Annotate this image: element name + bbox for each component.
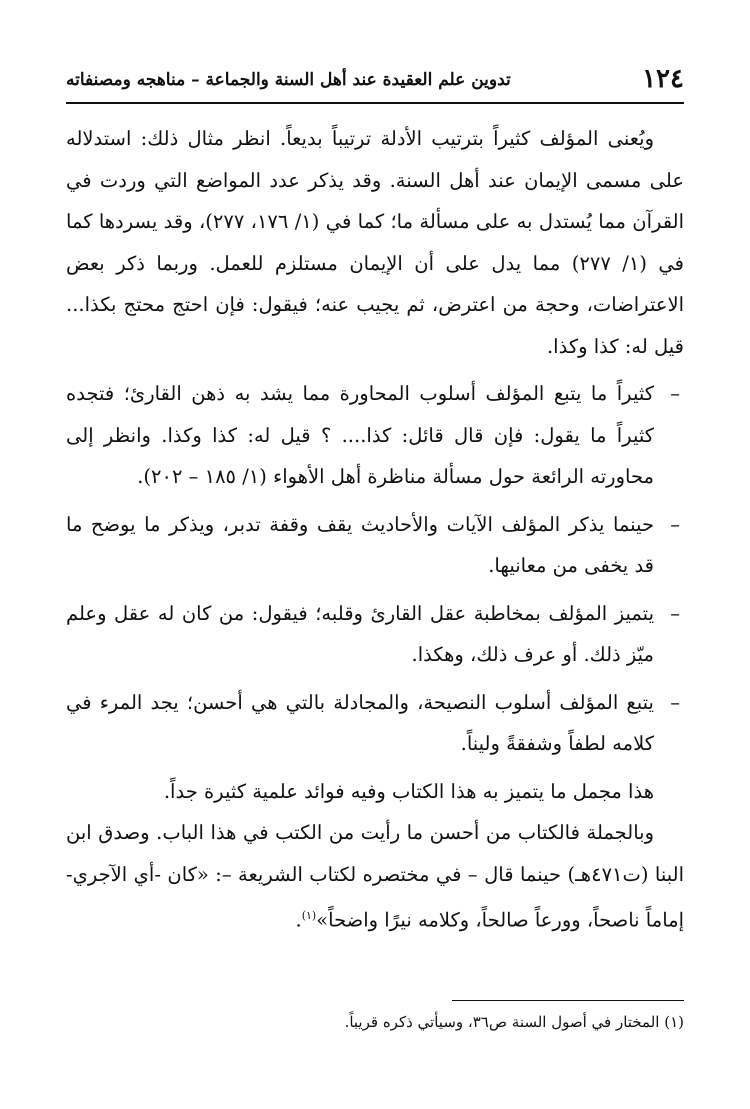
list-item (66, 504, 684, 587)
footnote (66, 1010, 684, 1034)
body-text (66, 118, 684, 941)
page-number: ١٢٤ (642, 64, 684, 94)
bullet-dash: – (670, 690, 680, 714)
footnote-text: المختار في أصول السنة ص٣٦، وسيأتي ذكره قريباً. (344, 1013, 660, 1031)
summary-line: هذا مجمل ما يتميز به هذا الكتاب وفيه فوائد علمية كثيرة جداً. (163, 779, 654, 803)
closing-paragraph (66, 812, 684, 941)
footnote-reference: (١) (301, 909, 317, 922)
closing-text: وبالجملة فالكتاب من أحسن ما رأيت من الكتب في هذا الباب. وصدق ابن البنا (ت٤٧١هـ) حينما قال – في مختصره لكتاب الشريعة –: «كان -أي الآجري- إماماً ناصحاً، وورعاً صالحاً، وكلامه نيرًا واضحاً» (66, 821, 684, 932)
intro-paragraph: ويُعنى المؤلف كثيراً بترتيب الأدلة ترتيباً بديعاً. انظر مثال ذلك: استدلاله على مسمى الإيمان عند أهل السنة. وقد يذكر عدد المواضع التي وردت في القرآن مما يُستدل به على مسألة ما؛ كما في (١/ ١٧٦، ٢٧٧)، وقد يسردها كما في (١/ ٢٧٧) مما يدل على أن الإيمان مستلزم للعمل. وربما ذكر بعض الاعتراضات، وحجة من اعترض، ثم يجيب عنه؛ فيقول: فإن احتج محتج بكذا... قيل له: كذا وكذا. (66, 127, 684, 358)
bullet-dash: – (670, 512, 680, 536)
bullet-dash: – (670, 601, 680, 625)
footnote-divider (452, 1000, 684, 1001)
list-item-text: يتميز المؤلف بمخاطبة عقل القارئ وقلبه؛ فيقول: من كان له عقل وعلم ميّز ذلك. أو عرف ذلك، وهكذا. (66, 601, 654, 666)
list-item (66, 593, 684, 676)
closing-period: . (295, 908, 302, 932)
list-item (66, 373, 684, 498)
list-item (66, 682, 684, 765)
footnote-marker: (١) (664, 1013, 684, 1031)
page-header (66, 62, 684, 104)
bullet-dash: – (670, 382, 680, 405)
running-title: تدوين علم العقيدة عند أهل السنة والجماعة – مناهجه ومصنفاته (66, 70, 511, 90)
list-item-text: يتبع المؤلف أسلوب النصيحة، والمجادلة بالتي هي أحسن؛ يجد المرء في كلامه لطفاً وشفقةً وليناً. (66, 690, 654, 755)
list-item-text: كثيراً ما يتبع المؤلف أسلوب المحاورة مما يشد به ذهن القارئ؛ فتجده كثيراً ما يقول: فإن قال قائل: كذا.... ؟ قيل له: كذا وكذا. وانظر إلى محاورته الرائعة حول مسألة مناظرة أهل الأهواء (١/ ١٨٥ – ٢٠٢). (66, 382, 654, 488)
list-item-text: حينما يذكر المؤلف الآيات والأحاديث يقف وقفة تدبر، ويذكر ما يوضح ما قد يخفى من معانيها. (66, 512, 654, 577)
